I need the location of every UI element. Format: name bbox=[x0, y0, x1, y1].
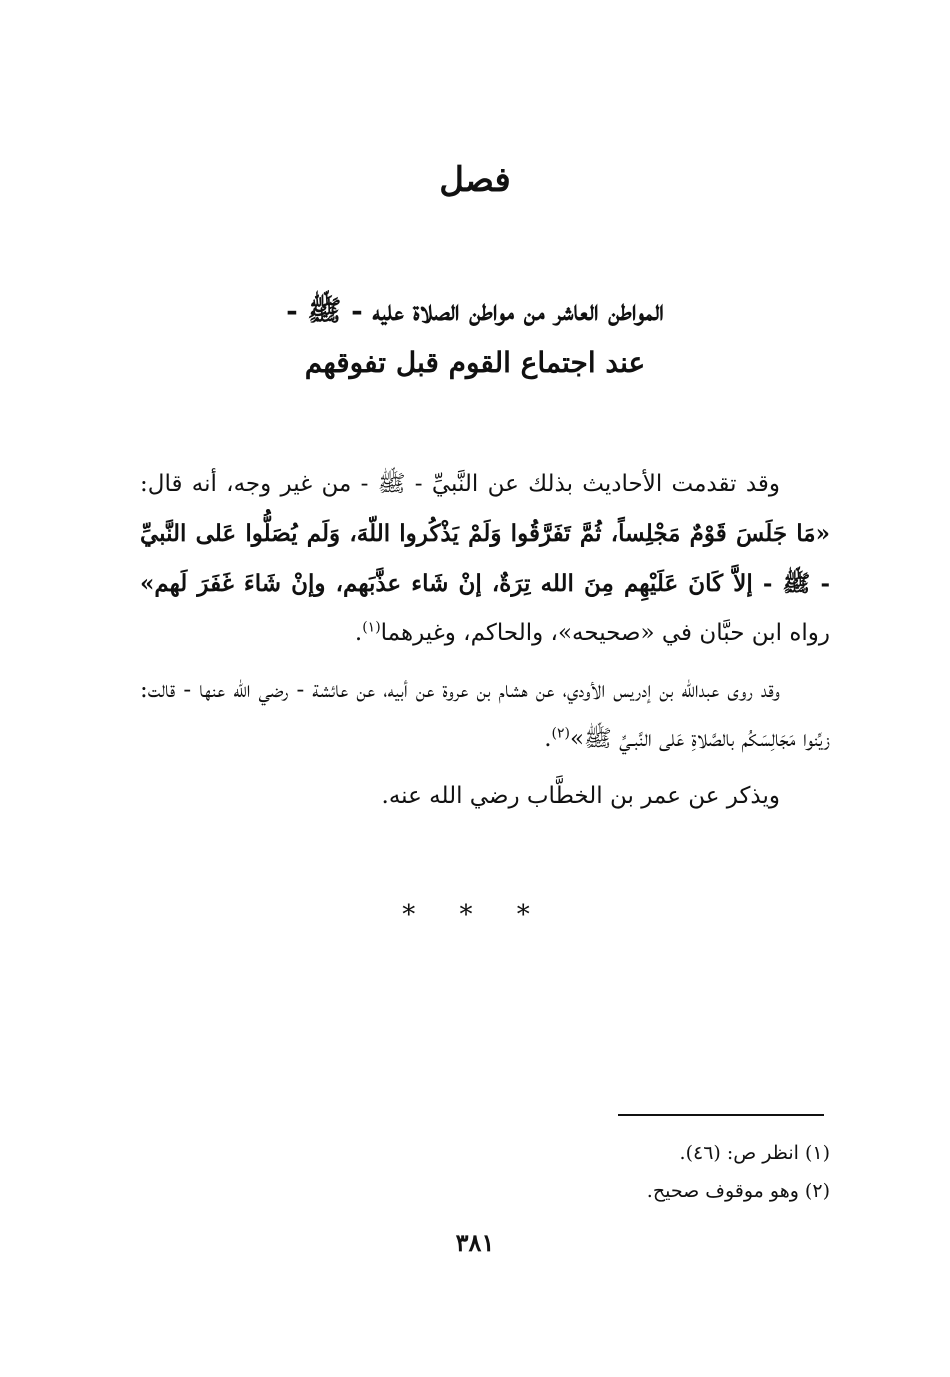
chapter-heading bbox=[120, 285, 830, 389]
paragraph-hadith bbox=[140, 460, 830, 658]
section-title: فصل bbox=[439, 160, 511, 200]
paragraph-aisha-text: وقد روى عبدالله بن إدريس الأودي، عن هشام بن عروة عن أبيه، عن عائشة - رضي الله عنها - قالت: زيِّنوا مَجَالِسَكُم بالصَّلاةِ عَلى النَّبـيِّ ﷺ» bbox=[140, 677, 830, 752]
footnote-ref-1[interactable]: (١) bbox=[362, 619, 381, 636]
hadith-quote: «مَا جَلَسَ قَوْمٌ مَجْلِساً، ثُمَّ تَفَرَّقُوا وَلَمْ يَذْكُروا اللّهَ، وَلَم يُصَلُّوا عَلى النَّبيِّ - ﷺ - إلاَّ كَانَ عَلَيْهِم مِنَ الله تِرَةٌ، إنْ شَاء عذَّبَهم، وإنْ شَاءَ غَفَرَ لَهم» bbox=[140, 520, 830, 597]
footnote-1: (١) انظر ص: (٤٦). bbox=[679, 1142, 830, 1164]
chapter-heading-line-2: عند اجتماع القوم قبل تفوقهم bbox=[304, 346, 646, 379]
separator-stars: * * * bbox=[402, 900, 548, 930]
chapter-heading-line-1: المواطن العاشر من مواطن الصلاة عليه - ﷺ - bbox=[286, 294, 664, 327]
body-text bbox=[140, 460, 830, 821]
page-number: ٣٨١ bbox=[455, 1228, 495, 1257]
footnotes bbox=[420, 1134, 830, 1210]
paragraph-source: رواه ابن حبَّان في «صحيحه»، والحاكم، وغيرهما bbox=[380, 620, 830, 646]
footnote-2: (٢) وهو موقوف صحيح. bbox=[646, 1180, 830, 1202]
paragraph-umar: ويذكر عن عمر بن الخطَّاب رضي الله عنه. bbox=[381, 783, 780, 809]
paragraph-aisha bbox=[140, 666, 830, 764]
footnote-divider bbox=[618, 1114, 824, 1116]
paragraph-intro: وقد تقدمت الأحاديث بذلك عن النَّبيِّ - ﷺ - من غير وجه، أنه قال: bbox=[140, 471, 780, 497]
paragraph-aisha-end: . bbox=[544, 726, 552, 752]
footnote-ref-2[interactable]: (٢) bbox=[551, 725, 570, 742]
paragraph-end: . bbox=[354, 620, 363, 646]
